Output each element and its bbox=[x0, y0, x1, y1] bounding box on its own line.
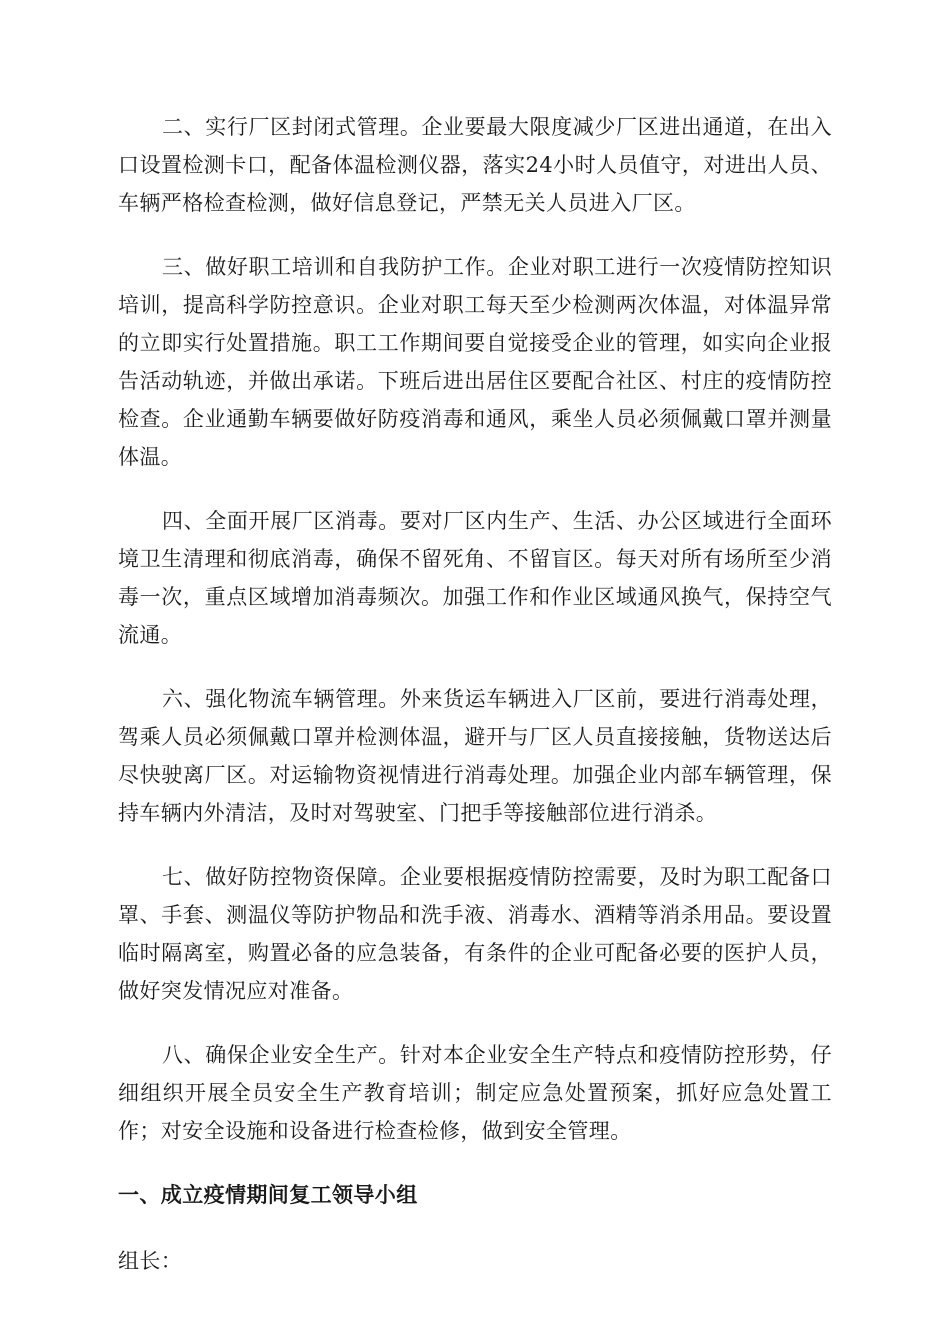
paragraph-safety-production: 八、确保企业安全生产。针对本企业安全生产特点和疫情防控形势，仔细组织开展全员安全生产教育培训；制定应急处置预案，抓好应急处置工作；对安全设施和设备进行检查检修，做到安全管理。 bbox=[118, 1043, 832, 1143]
paragraph-closed-management: 二、实行厂区封闭式管理。企业要最大限度减少厂区进出通道，在出入口设置检测卡口，配备体温检测仪器，落实24小时人员值守，对进出人员、车辆严格检查检测，做好信息登记，严禁无关人员进入厂区。 bbox=[118, 115, 832, 215]
document-body bbox=[118, 108, 832, 1280]
paragraph-supplies: 七、做好防控物资保障。企业要根据疫情防控需要，及时为职工配备口罩、手套、测温仪等防护物品和洗手液、消毒水、酒精等消杀用品。要设置临时隔离室，购置必备的应急装备，有条件的企业可配备必要的医护人员，做好突发情况应对准备。 bbox=[118, 865, 832, 1003]
paragraph-disinfection: 四、全面开展厂区消毒。要对厂区内生产、生活、办公区域进行全面环境卫生清理和彻底消毒，确保不留死角、不留盲区。每天对所有场所至少消毒一次，重点区域增加消毒频次。加强工作和作业区域通风换气，保持空气流通。 bbox=[118, 509, 832, 647]
section-heading: 一、成立疫情期间复工领导小组 bbox=[118, 1182, 418, 1207]
paragraph-staff-training: 三、做好职工培训和自我防护工作。企业对职工进行一次疫情防控知识培训，提高科学防控意识。企业对职工每天至少检测两次体温，对体温异常的立即实行处置措施。职工工作期间要自觉接受企业的管理，如实向企业报告活动轨迹，并做出承诺。下班后进出居住区要配合社区、村庄的疫情防控检查。企业通勤车辆要做好防疫消毒和通风，乘坐人员必须佩戴口罩并测量体温。 bbox=[118, 255, 832, 469]
group-leader-label: 组长： bbox=[118, 1249, 183, 1273]
paragraph-logistics-vehicles: 六、强化物流车辆管理。外来货运车辆进入厂区前，要进行消毒处理，驾乘人员必须佩戴口罩并检测体温，避开与厂区人员直接接触，货物送达后尽快驶离厂区。对运输物资视情进行消毒处理。加强企业内部车辆管理，保持车辆内外清洁，及时对驾驶室、门把手等接触部位进行消杀。 bbox=[118, 687, 832, 825]
